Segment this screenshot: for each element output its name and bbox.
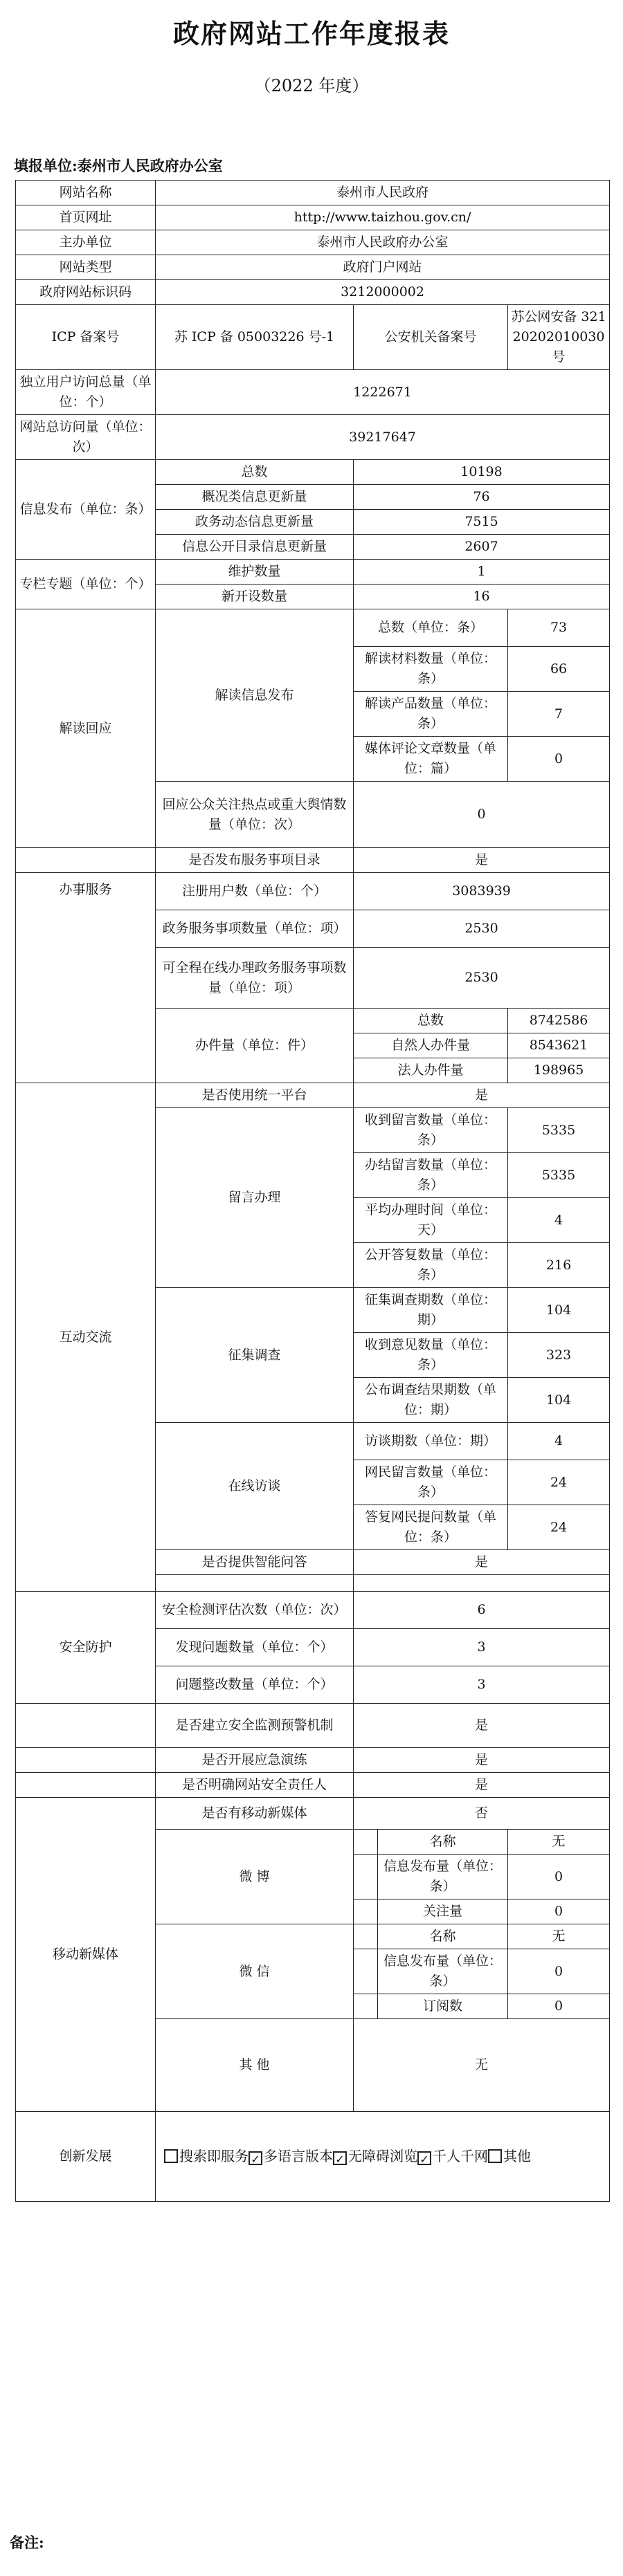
interview-netizen-label: 网民留言数量（单位：条） — [354, 1460, 508, 1505]
msg-finished-value: 5335 — [508, 1153, 610, 1198]
blank-cell — [354, 1949, 378, 1994]
blank-cell — [354, 1899, 378, 1924]
info-dynamic-label: 政务动态信息更新量 — [156, 510, 354, 535]
msg-finished-label: 办结留言数量（单位：条） — [354, 1153, 508, 1198]
sec-owner-label: 是否明确网站安全责任人 — [156, 1773, 354, 1798]
wechat-posts-value: 0 — [508, 1949, 610, 1994]
interpret-products-value: 7 — [508, 692, 610, 737]
weibo-posts-value: 0 — [508, 1855, 610, 1899]
interpret-products-label: 解读产品数量（单位：条） — [354, 692, 508, 737]
visitors-label: 独立用户访问总量（单位：个） — [16, 370, 156, 415]
blank-cell — [16, 848, 156, 873]
survey-opinions-value: 323 — [508, 1333, 610, 1378]
blank-cell — [354, 1830, 378, 1855]
handled-legal-value: 198965 — [508, 1058, 610, 1083]
info-catalog-value: 2607 — [354, 535, 610, 560]
message-label: 留言办理 — [156, 1108, 354, 1288]
media-has-value: 否 — [354, 1798, 610, 1830]
interview-periods-value: 4 — [508, 1423, 610, 1460]
row-platform — [16, 1083, 610, 1108]
interpret-total-value: 73 — [508, 609, 610, 647]
blank-cell — [354, 1924, 378, 1949]
service-items-value: 2530 — [354, 910, 610, 948]
report-table — [15, 180, 610, 2202]
type-label: 网站类型 — [16, 255, 156, 280]
sec-checks-label: 安全检测评估次数（单位：次） — [156, 1592, 354, 1629]
info-catalog-label: 信息公开目录信息更新量 — [156, 535, 354, 560]
weibo-name-value: 无 — [508, 1830, 610, 1855]
row-media-has — [16, 1798, 610, 1830]
service-users-label: 注册用户数（单位：个） — [156, 873, 354, 910]
homepage-label: 首页网址 — [16, 205, 156, 230]
interpret-media-label: 媒体评论文章数量（单位：篇） — [354, 737, 508, 782]
checkbox-checked-icon[interactable]: ✓ — [417, 2151, 431, 2165]
police-label: 公安机关备案号 — [354, 305, 508, 370]
special-maintain-value: 1 — [354, 560, 610, 585]
row-homepage — [16, 205, 610, 230]
row-info-total — [16, 460, 610, 485]
row-visitors — [16, 370, 610, 415]
service-online-value: 2530 — [354, 948, 610, 1009]
sec-owner-value: 是 — [354, 1773, 610, 1798]
special-label: 专栏专题（单位：个） — [16, 560, 156, 609]
msg-public-value: 216 — [508, 1243, 610, 1288]
row-innovation — [16, 2112, 610, 2202]
row-type — [16, 255, 610, 280]
host-label: 主办单位 — [16, 230, 156, 255]
msg-avg-label: 平均办理时间（单位：天） — [354, 1198, 508, 1243]
interpret-publish-label: 解读信息发布 — [156, 609, 354, 782]
wechat-name-label: 名称 — [378, 1924, 508, 1949]
code-label: 政府网站标识码 — [16, 280, 156, 305]
interpret-hotspot-value: 0 — [354, 782, 610, 848]
sec-checks-value: 6 — [354, 1592, 610, 1629]
wechat-label: 微 信 — [156, 1924, 354, 2019]
weibo-followers-value: 0 — [508, 1899, 610, 1924]
code-value: 3212000002 — [156, 280, 610, 305]
innovation-options — [156, 2112, 610, 2202]
interview-periods-label: 访谈期数（单位：期） — [354, 1423, 508, 1460]
report-year: （2022 年度） — [254, 76, 369, 95]
interview-answers-value: 24 — [508, 1505, 610, 1550]
icp-value: 苏 ICP 备 05003226 号-1 — [156, 305, 354, 370]
info-label: 信息发布（单位：条） — [16, 460, 156, 560]
handled-natural-label: 自然人办件量 — [354, 1033, 508, 1058]
visitors-value: 1222671 — [156, 370, 610, 415]
survey-label: 征集调查 — [156, 1288, 354, 1423]
filing-unit: 填报单位:泰州市人民政府办公室 — [14, 157, 223, 174]
survey-opinions-label: 收到意见数量（单位：条） — [354, 1333, 508, 1378]
icp-label: ICP 备案号 — [16, 305, 156, 370]
info-total-value: 10198 — [354, 460, 610, 485]
info-overview-label: 概况类信息更新量 — [156, 485, 354, 510]
interpret-materials-value: 66 — [508, 647, 610, 692]
interpret-total-label: 总数（单位：条） — [354, 609, 508, 647]
row-service-catalog — [16, 848, 610, 873]
info-dynamic-value: 7515 — [354, 510, 610, 535]
weibo-followers-label: 关注量 — [378, 1899, 508, 1924]
innovation-option-accessibility[interactable]: ✓ 无障碍浏览 — [333, 2148, 417, 2164]
row-site-name — [16, 181, 610, 205]
wechat-name-value: 无 — [508, 1924, 610, 1949]
service-users-value: 3083939 — [354, 873, 610, 910]
security-label: 安全防护 — [16, 1592, 156, 1704]
msg-public-label: 公开答复数量（单位：条） — [354, 1243, 508, 1288]
special-new-value: 16 — [354, 585, 610, 609]
interview-label: 在线访谈 — [156, 1423, 354, 1550]
smart-qa-value: 是 — [354, 1550, 610, 1575]
interpret-hotspot-label: 回应公众关注热点或重大舆情数量（单位：次） — [156, 782, 354, 848]
sec-fixed-label: 问题整改数量（单位：个） — [156, 1666, 354, 1704]
sec-drill-label: 是否开展应急演练 — [156, 1748, 354, 1773]
sec-monitor-value: 是 — [354, 1704, 610, 1748]
checkbox-unchecked-icon[interactable] — [164, 2149, 178, 2163]
sec-issues-value: 3 — [354, 1629, 610, 1666]
visits-value: 39217647 — [156, 415, 610, 460]
checkbox-checked-icon[interactable]: ✓ — [249, 2151, 262, 2165]
msg-avg-value: 4 — [508, 1198, 610, 1243]
host-value: 泰州市人民政府办公室 — [156, 230, 610, 255]
police-value: 苏公网安备 32120202010030 号 — [508, 305, 610, 370]
row-visits — [16, 415, 610, 460]
blank-cell — [354, 1855, 378, 1899]
row-sec-checks — [16, 1592, 610, 1629]
survey-results-value: 104 — [508, 1378, 610, 1423]
handled-natural-value: 8543621 — [508, 1033, 610, 1058]
interact-label: 互动交流 — [16, 1083, 156, 1592]
interpret-label: 解读回应 — [16, 609, 156, 848]
media-label: 移动新媒体 — [16, 1798, 156, 2112]
interpret-materials-label: 解读材料数量（单位：条） — [354, 647, 508, 692]
handled-total-label: 总数 — [354, 1009, 508, 1033]
wechat-subs-value: 0 — [508, 1994, 610, 2019]
row-special-maintain — [16, 560, 610, 585]
innovation-option-multilang[interactable]: ✓ 多语言版本 — [249, 2148, 333, 2164]
row-sec-monitor — [16, 1704, 610, 1748]
special-maintain-label: 维护数量 — [156, 560, 354, 585]
site-name-label: 网站名称 — [16, 181, 156, 205]
blank-cell — [16, 1773, 156, 1798]
blank-cell — [16, 1748, 156, 1773]
innovation-label: 创新发展 — [16, 2112, 156, 2202]
survey-results-label: 公布调查结果期数（单位：期） — [354, 1378, 508, 1423]
survey-periods-label: 征集调查期数（单位：期） — [354, 1288, 508, 1333]
blank-cell — [354, 1994, 378, 2019]
info-total-label: 总数 — [156, 460, 354, 485]
row-service-users — [16, 873, 610, 910]
wechat-subs-label: 订阅数 — [378, 1994, 508, 2019]
innovation-option-search[interactable]: 搜索即服务 — [164, 2148, 249, 2164]
handled-legal-label: 法人办件量 — [354, 1058, 508, 1083]
service-catalog-label: 是否发布服务事项目录 — [156, 848, 354, 873]
handled-total-value: 8742586 — [508, 1009, 610, 1033]
row-sec-drill — [16, 1748, 610, 1773]
service-items-label: 政务服务事项数量（单位：项） — [156, 910, 354, 948]
row-host — [16, 230, 610, 255]
weibo-posts-label: 信息发布量（单位：条） — [378, 1855, 508, 1899]
site-name-value: 泰州市人民政府 — [156, 181, 610, 205]
report-title: 政府网站工作年度报表 — [172, 18, 450, 49]
blank-cell — [354, 1575, 610, 1592]
homepage-link[interactable]: http://www.taizhou.gov.cn/ — [156, 205, 610, 230]
interview-netizen-value: 24 — [508, 1460, 610, 1505]
checkbox-checked-icon[interactable]: ✓ — [333, 2151, 347, 2165]
platform-value: 是 — [354, 1083, 610, 1108]
innovation-option-personalized[interactable]: ✓ 千人千网 — [417, 2148, 488, 2164]
weibo-name-label: 名称 — [378, 1830, 508, 1855]
service-label: 办事服务 — [16, 873, 156, 1083]
sec-monitor-label: 是否建立安全监测预警机制 — [156, 1704, 354, 1748]
msg-received-value: 5335 — [508, 1108, 610, 1153]
interview-answers-label: 答复网民提问数量（单位：条） — [354, 1505, 508, 1550]
info-overview-value: 76 — [354, 485, 610, 510]
handled-label: 办件量（单位：件） — [156, 1009, 354, 1083]
msg-received-label: 收到留言数量（单位：条） — [354, 1108, 508, 1153]
platform-label: 是否使用统一平台 — [156, 1083, 354, 1108]
special-new-label: 新开设数量 — [156, 585, 354, 609]
sec-drill-value: 是 — [354, 1748, 610, 1773]
blank-cell — [16, 1704, 156, 1748]
row-sec-owner — [16, 1773, 610, 1798]
sec-issues-label: 发现问题数量（单位：个） — [156, 1629, 354, 1666]
row-icp — [16, 305, 610, 370]
service-online-label: 可全程在线办理政务服务事项数量（单位：项） — [156, 948, 354, 1009]
visits-label: 网站总访问量（单位：次） — [16, 415, 156, 460]
interpret-media-value: 0 — [508, 737, 610, 782]
type-value: 政府门户网站 — [156, 255, 610, 280]
media-has-label: 是否有移动新媒体 — [156, 1798, 354, 1830]
wechat-posts-label: 信息发布量（单位：条） — [378, 1949, 508, 1994]
innovation-option-other[interactable]: 其他 — [488, 2148, 531, 2164]
survey-periods-value: 104 — [508, 1288, 610, 1333]
service-catalog-value: 是 — [354, 848, 610, 873]
media-other-value: 无 — [354, 2019, 610, 2112]
sec-fixed-value: 3 — [354, 1666, 610, 1704]
blank-cell — [156, 1575, 354, 1592]
media-other-label: 其 他 — [156, 2019, 354, 2112]
notes-label: 备注: — [10, 2534, 44, 2551]
checkbox-unchecked-icon[interactable] — [488, 2149, 502, 2163]
row-code — [16, 280, 610, 305]
smart-qa-label: 是否提供智能问答 — [156, 1550, 354, 1575]
row-interpret-total — [16, 609, 610, 647]
weibo-label: 微 博 — [156, 1830, 354, 1924]
